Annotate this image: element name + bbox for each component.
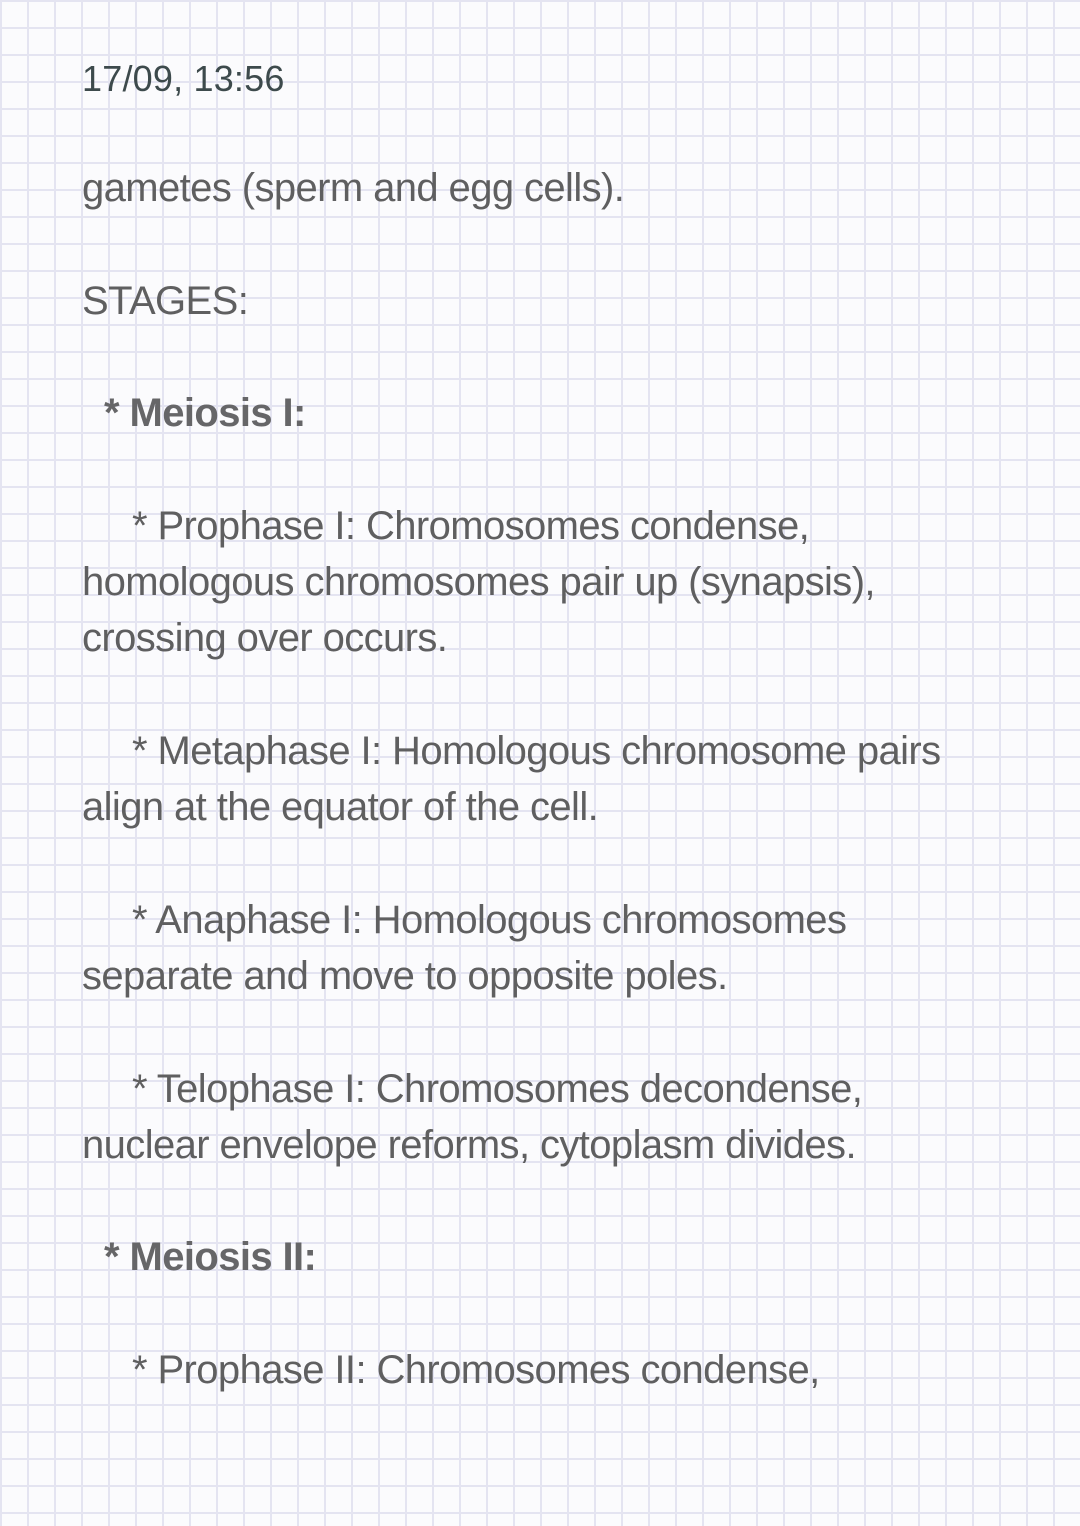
prophase-2-line-1: * Prophase II: Chromosomes condense, xyxy=(132,1348,820,1392)
prophase-1-line-2: homologous chromosomes pair up (synapsis), xyxy=(82,560,875,604)
prophase-1-line-1: * Prophase I: Chromosomes condense, xyxy=(132,504,810,548)
metaphase-1-line-1: * Metaphase I: Homologous chromosome pairs xyxy=(132,729,941,773)
intro-text: gametes (sperm and egg cells). xyxy=(82,166,625,210)
telophase-1-line-2: nuclear envelope reforms, cytoplasm divides. xyxy=(82,1123,856,1167)
prophase-1-line-3: crossing over occurs. xyxy=(82,616,448,660)
meiosis-2-heading: * Meiosis II: xyxy=(104,1235,317,1279)
note-timestamp: 17/09, 13:56 xyxy=(82,58,285,99)
metaphase-1-line-2: align at the equator of the cell. xyxy=(82,785,599,829)
telophase-1-line-1: * Telophase I: Chromosomes decondense, xyxy=(132,1067,863,1111)
meiosis-1-heading: * Meiosis I: xyxy=(104,391,306,435)
anaphase-1-line-1: * Anaphase I: Homologous chromosomes xyxy=(132,898,847,942)
stages-heading: STAGES: xyxy=(82,279,249,323)
anaphase-1-line-2: separate and move to opposite poles. xyxy=(82,954,728,998)
